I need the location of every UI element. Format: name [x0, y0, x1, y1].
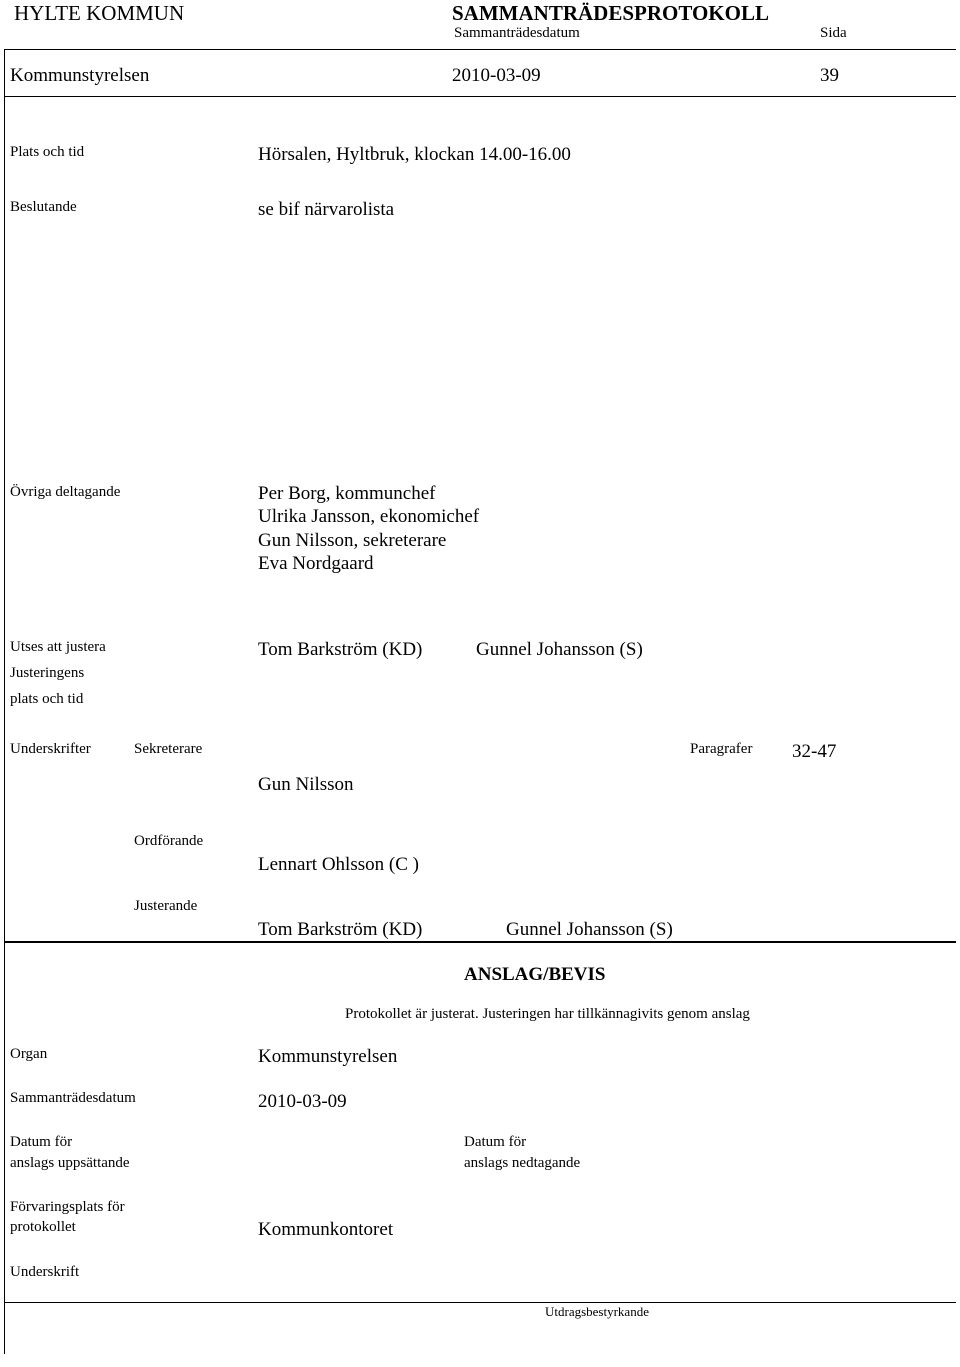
deciders-label: Beslutande: [10, 199, 77, 215]
place-value: Hörsalen, Hyltbruk, klockan 14.00-16.00: [258, 144, 571, 165]
storage-label-2: protokollet: [10, 1219, 76, 1235]
signature-adjuster-2: Gunnel Johansson (S): [506, 919, 673, 940]
committee-name: Kommunstyrelsen: [10, 65, 150, 86]
deciders-value: se bif närvarolista: [258, 199, 395, 220]
chair-name: Lennart Ohlsson (C ): [258, 854, 419, 875]
other-participants-label: Övriga deltagande: [10, 484, 121, 500]
signatures-label: Underskrifter: [10, 741, 91, 757]
organ-value: Kommunstyrelsen: [258, 1046, 398, 1067]
other-participant: Eva Nordgaard: [258, 553, 374, 574]
appointed-adjuster-2: Gunnel Johansson (S): [476, 639, 643, 660]
municipality-name: HYLTE KOMMUN: [14, 1, 185, 25]
secretary-name: Gun Nilsson: [258, 774, 354, 795]
header-bottom-line: [4, 96, 956, 97]
page-number: 39: [820, 65, 839, 86]
adjustment-place-label-2: plats och tid: [10, 691, 84, 707]
header-top-line: [4, 49, 956, 50]
notice-title: ANSLAG/BEVIS: [464, 964, 606, 985]
other-participant: Gun Nilsson, sekreterare: [258, 530, 447, 551]
removed-date-label: Datum för: [464, 1134, 527, 1150]
other-participant: Per Borg, kommunchef: [258, 483, 436, 504]
notice-bottom-line: [4, 1302, 956, 1303]
appointed-adjuster-1: Tom Barkström (KD): [258, 639, 423, 660]
page-label: Sida: [820, 25, 847, 41]
signature-label: Underskrift: [10, 1264, 80, 1280]
place-label: Plats och tid: [10, 144, 85, 160]
paragraphs-value: 32-47: [792, 741, 837, 762]
removed-date-label-2: anslags nedtagande: [464, 1155, 581, 1171]
chair-label: Ordförande: [134, 833, 204, 849]
posted-date-label-2: anslags uppsättande: [10, 1155, 130, 1171]
other-participant: Ulrika Jansson, ekonomichef: [258, 506, 480, 527]
secretary-label: Sekreterare: [134, 741, 203, 757]
signature-adjuster-1: Tom Barkström (KD): [258, 919, 423, 940]
posted-date-label: Datum för: [10, 1134, 73, 1150]
meeting-date-label: Sammanträdesdatum: [454, 25, 580, 41]
meeting-date: 2010-03-09: [452, 65, 541, 86]
notice-top-line: [4, 941, 956, 943]
paragraphs-label: Paragrafer: [690, 741, 753, 757]
notice-date-value: 2010-03-09: [258, 1091, 347, 1112]
organ-label: Organ: [10, 1046, 48, 1062]
storage-label: Förvaringsplats för: [10, 1199, 125, 1215]
document-title: SAMMANTRÄDESPROTOKOLL: [452, 1, 769, 25]
adjusters-label: Justerande: [134, 898, 198, 914]
left-border: [4, 49, 5, 1354]
adjustment-place-label: Justeringens: [10, 665, 85, 681]
storage-value: Kommunkontoret: [258, 1219, 394, 1240]
notice-date-label: Sammanträdesdatum: [10, 1090, 136, 1106]
notice-text: Protokollet är justerat. Justeringen har tillkännagivits genom anslag: [345, 1006, 750, 1022]
adjusters-appointed-label: Utses att justera: [10, 639, 106, 655]
extract-certification-label: Utdragsbestyrkande: [545, 1304, 649, 1319]
